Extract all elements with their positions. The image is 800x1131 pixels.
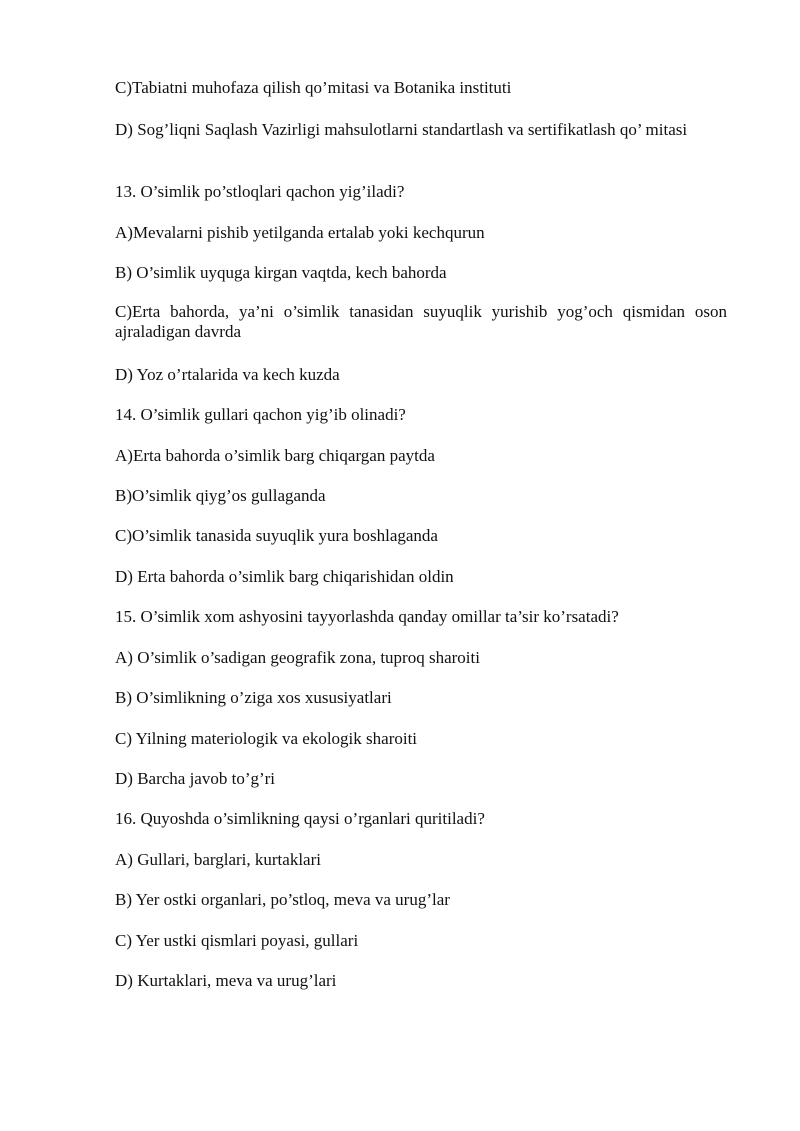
option-b-q15: B) O’simlikning o’ziga xos xususiyatlari <box>115 688 392 707</box>
option-c-q15: C) Yilning materiologik va ekologik sharoiti <box>115 729 418 748</box>
question-13: 13. O’simlik po’stloqlari qachon yig’iladi? <box>115 182 405 201</box>
option-d-q12: D) Sog’liqni Saqlash Vazirligi mahsulotlarni standartlash va sertifikatlash qo’ mitasi <box>115 120 688 139</box>
option-a-q16: A) Gullari, barglari, kurtaklari <box>115 850 321 869</box>
option-b-q14: B)O’simlik qiyg’os gullaganda <box>115 486 326 505</box>
option-d-q13: D) Yoz o’rtalarida va kech kuzda <box>115 365 340 384</box>
option-a-q15: A) O’simlik o’sadigan geografik zona, tuproq sharoiti <box>115 648 480 667</box>
option-d-q16: D) Kurtaklari, meva va urug’lari <box>115 971 337 990</box>
question-15: 15. O’simlik xom ashyosini tayyorlashda qanday omillar ta’sir ko’rsatadi? <box>115 607 619 626</box>
option-b-q16: B) Yer ostki organlari, po’stloq, meva va urug’lar <box>115 890 450 909</box>
option-a-q14: A)Erta bahorda o’simlik barg chiqargan paytda <box>115 446 435 465</box>
option-d-q14: D) Erta bahorda o’simlik barg chiqarishidan oldin <box>115 567 454 586</box>
option-d-q15: D) Barcha javob to’g’ri <box>115 769 276 788</box>
question-14: 14. O’simlik gullari qachon yig’ib olinadi? <box>115 405 406 424</box>
question-16: 16. Quyoshda o’simlikning qaysi o’rganlari quritiladi? <box>115 809 485 828</box>
option-c-q13: C)Erta bahorda, ya’ni o’simlik tanasidan suyuqlik yurishib yog’och qismidan oson ajraladigan davrda <box>115 302 727 341</box>
option-a-q13: A)Mevalarni pishib yetilganda ertalab yoki kechqurun <box>115 223 485 242</box>
option-c-q12: C)Tabiatni muhofaza qilish qo’mitasi va Botanika instituti <box>115 78 512 97</box>
option-c-q14: C)O’simlik tanasida suyuqlik yura boshlaganda <box>115 526 438 545</box>
option-b-q13: B) O’simlik uyquga kirgan vaqtda, kech bahorda <box>115 263 447 282</box>
option-c-q16: C) Yer ustki qismlari poyasi, gullari <box>115 931 359 950</box>
